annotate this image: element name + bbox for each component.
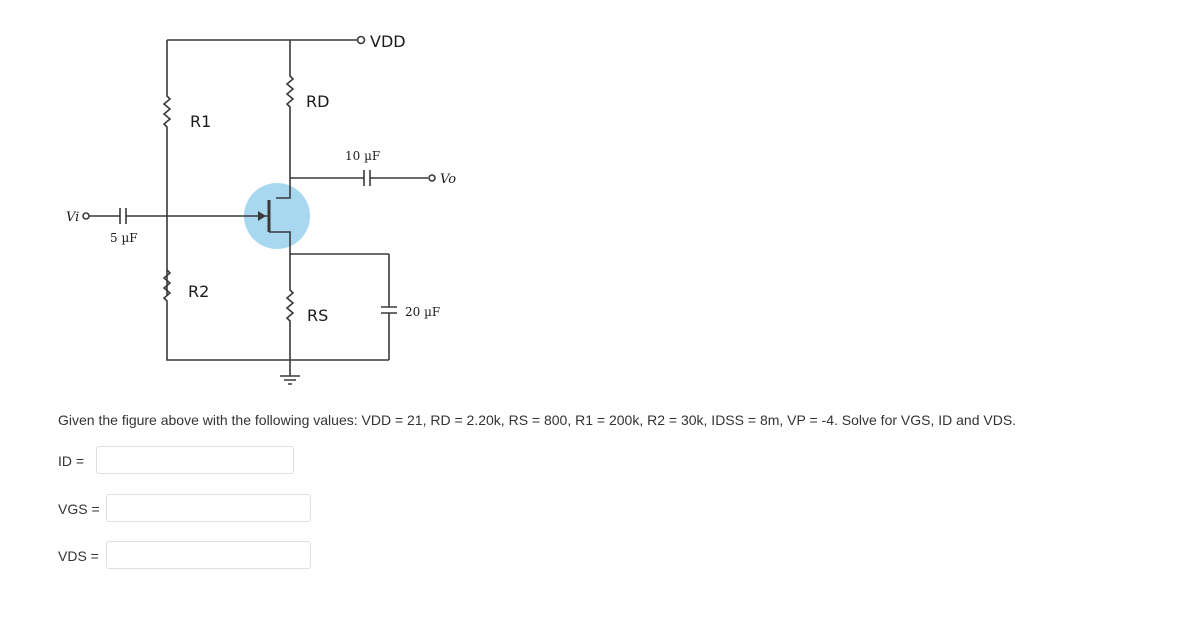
rs-resistor (287, 254, 293, 376)
vds-label: VDS = (58, 548, 99, 564)
id-label: ID = (58, 453, 85, 469)
rd-resistor (276, 40, 293, 198)
vds-input[interactable] (106, 541, 311, 569)
vi-label: Vi (66, 210, 80, 225)
vgs-label: VGS = (58, 501, 100, 517)
id-input[interactable] (96, 446, 294, 474)
vo-terminal (429, 175, 435, 181)
cs-label: 20 µF (405, 305, 441, 319)
vi-terminal (83, 213, 89, 219)
question-text: Given the figure above with the following values: VDD = 21, RD = 2.20k, RS = 800, R1 = 200k, R2 = 30k, IDSS = 8m, VP = -4. Solve for VGS, ID and VDS. (58, 412, 1017, 428)
r1-wire (164, 40, 170, 296)
cout-capacitor (364, 170, 370, 186)
vgs-input[interactable] (106, 494, 311, 522)
cout-label: 10 µF (345, 149, 381, 163)
rd-label: RD (306, 92, 330, 111)
r1-label: R1 (190, 112, 212, 131)
rs-label: RS (307, 306, 329, 325)
ground-icon (280, 376, 300, 384)
vo-label: Vo (440, 172, 457, 187)
r2-label: R2 (188, 282, 210, 301)
cs-capacitor (381, 254, 397, 360)
vdd-label: VDD (370, 32, 406, 51)
cin-capacitor (120, 208, 126, 224)
cin-label: 5 µF (110, 231, 138, 245)
vdd-terminal (358, 37, 365, 44)
